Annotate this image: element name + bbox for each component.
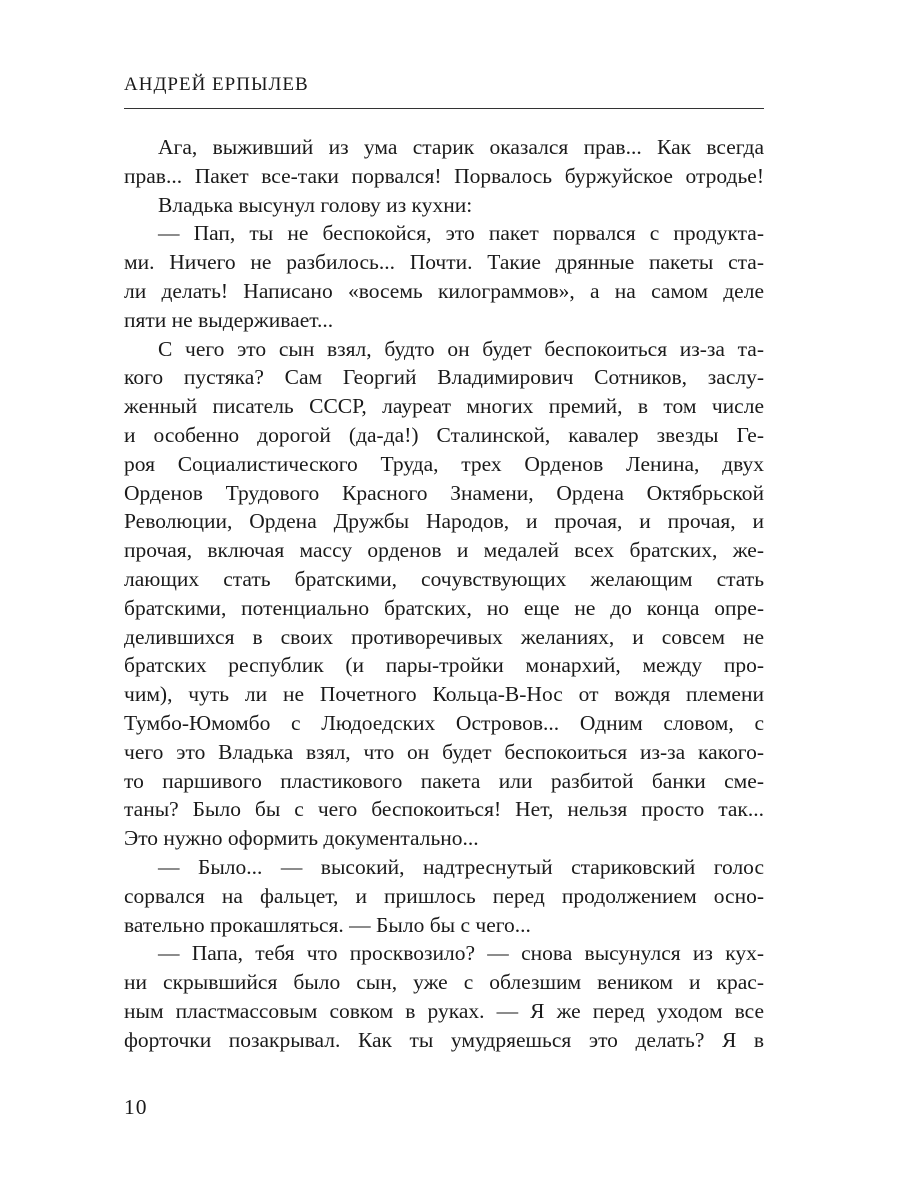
text-line: кого пустяка? Сам Георгий Владимирович Сотников, заслу- [124,365,764,390]
text-line: вательно прокашляться. — Было бы с чего... [124,912,531,937]
text-line: чего это Владька взял, что он будет беспокоиться из-за какого- [124,739,764,764]
text-line: то паршивого пластикового пакета или разбитой банки сме- [124,768,764,793]
text-line: чим), чуть ли не Почетного Кольца-В-Нос от вождя племени [124,682,764,707]
text-line: — Папа, тебя что просквозило? — снова высунулся из кух- [158,941,764,966]
text-line: Владька высунул голову из кухни: [158,192,473,217]
text-line: таны? Было бы с чего беспокоиться! Нет, нельзя просто так... [124,797,764,822]
text-line: лающих стать братскими, сочувствующих желающим стать [124,566,764,591]
text-line: — Было... — высокий, надтреснутый стариковский голос [158,854,764,879]
running-head: АНДРЕЙ ЕРПЫЛЕВ [124,74,309,95]
page-number: 10 [124,1095,148,1119]
text-line: Орденов Трудового Красного Знамени, Ордена Октябрьской [124,480,764,505]
text-line: братских республик (и пары-тройки монархий, между про- [124,653,764,678]
text-line: прав... Пакет все-таки порвался! Порвалось буржуйское отродье! [124,163,764,188]
text-line: Тумбо-Юмомбо с Людоедских Островов... Одним словом, с [124,710,764,735]
text-line: делившихся в своих противоречивых желаниях, и совсем не [124,624,764,649]
text-line: сорвался на фальцет, и пришлось перед продолжением осно- [124,883,764,908]
text-line: Революции, Ордена Дружбы Народов, и прочая, и прочая, и [124,509,764,534]
text-line: женный писатель СССР, лауреат многих премий, в том числе [124,394,764,419]
text-line: ми. Ничего не разбилось... Почти. Такие дрянные пакеты ста- [124,250,764,275]
text-line: братскими, потенциально братских, но еще не до конца опре- [124,595,764,620]
body-text [124,133,764,1055]
text-line: С чего это сын взял, будто он будет беспокоиться из-за та- [158,336,764,361]
header-rule [124,108,764,109]
text-line: ни скрывшийся было сын, уже с облезшим веником и крас- [124,970,764,995]
text-line: Это нужно оформить документально... [124,826,479,851]
text-line: ным пластмассовым совком в руках. — Я же перед уходом все [124,998,764,1023]
text-line: Ага, выживший из ума старик оказался прав... Как всегда [158,135,764,159]
text-line: форточки позакрывал. Как ты умудряешься это делать? Я в [124,1027,764,1052]
text-line: пяти не выдерживает... [124,307,334,332]
text-line: и особенно дорогой (да-да!) Сталинской, кавалер звезды Ге- [124,422,764,447]
text-line: прочая, включая массу орденов и медалей всех братских, же- [124,538,764,563]
text-line: роя Социалистического Труда, трех Орденов Ленина, двух [124,451,764,476]
text-line: — Пап, ты не беспокойся, это пакет порвался с продукта- [158,221,764,246]
text-line: ли делать! Написано «восемь килограммов», а на самом деле [124,278,764,303]
